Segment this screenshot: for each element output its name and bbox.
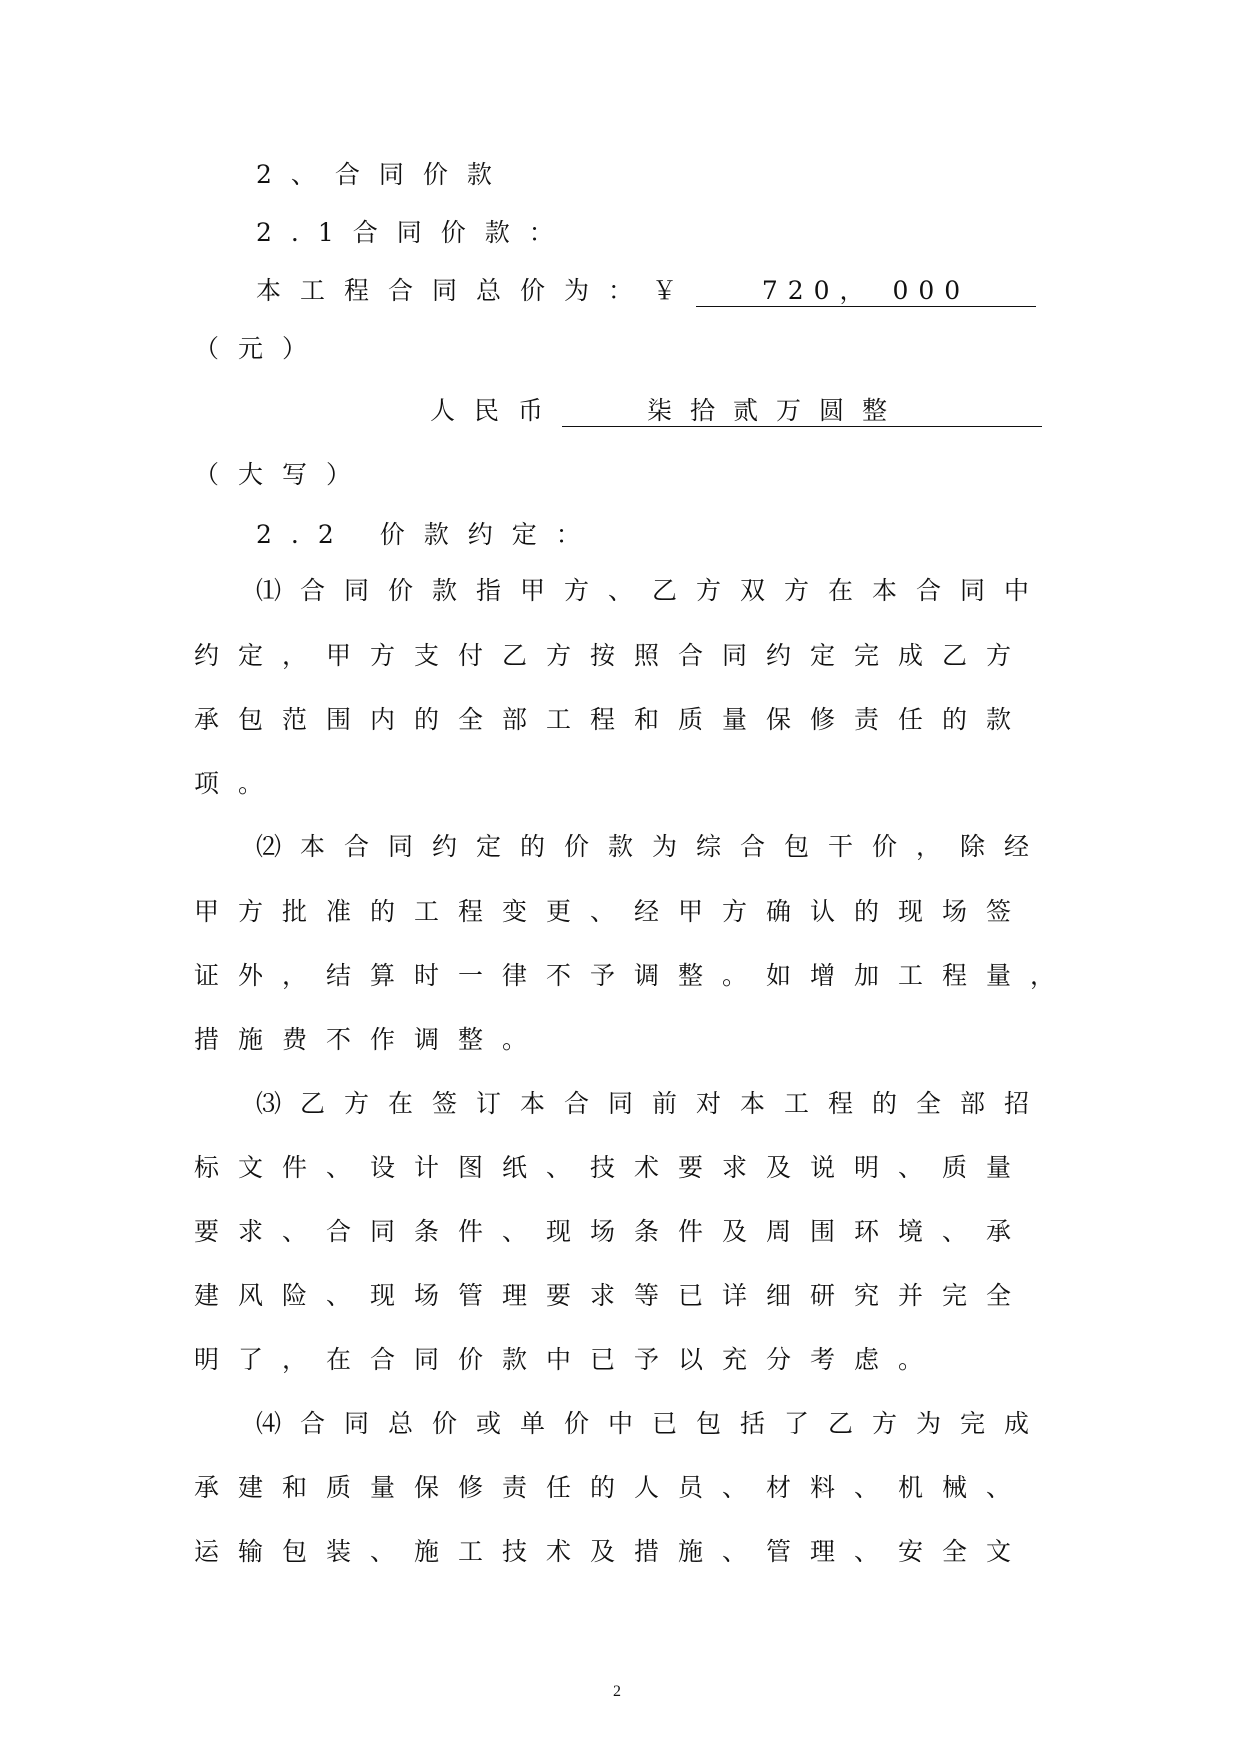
paragraph-line: 甲方批准的工程变更、经甲方确认的现场签 (194, 897, 1031, 926)
section-heading: 2、合同价款 (256, 160, 511, 189)
paragraph-line: ⑷合同总价或单价中已包括了乙方为完成 (256, 1409, 1049, 1438)
paragraph-line: 约定，甲方支付乙方按照合同约定完成乙方 (194, 641, 1031, 670)
paragraph-line: 项。 (194, 769, 283, 798)
paragraph-line: 标文件、设计图纸、技术要求及说明、质量 (194, 1153, 1031, 1182)
rmb-amount: 柒拾贰万圆整 (647, 396, 906, 425)
paragraph-line: 要求、合同条件、现场条件及周围环境、承 (194, 1217, 1031, 1246)
rmb-label: 人民币 (430, 396, 563, 425)
total-price-line (256, 276, 1036, 307)
total-price-unit: （元） (194, 334, 327, 363)
paragraph-line: 建风险、现场管理要求等已详细研究并完全 (194, 1281, 1031, 1310)
paragraph-line: 措施费不作调整。 (194, 1025, 547, 1054)
paragraph-line: 证外，结算时一律不予调整。如增加工程量， (194, 961, 1075, 990)
paragraph-line: ⑴合同价款指甲方、乙方双方在本合同中 (256, 576, 1049, 605)
paragraph-line: 承包范围内的全部工程和质量保修责任的款 (194, 705, 1031, 734)
paragraph-line: 承建和质量保修责任的人员、材料、机械、 (194, 1473, 1031, 1502)
paragraph-line: 明了，在合同价款中已予以充分考虑。 (194, 1345, 943, 1374)
total-price-label: 本工程合同总价为：￥ (256, 276, 697, 305)
paragraph-line: 运输包装、施工技术及措施、管理、安全文 (194, 1537, 1031, 1566)
rmb-amount-field (562, 396, 1042, 427)
subsection-2-1-title: 2.1合同价款： (256, 218, 573, 247)
rmb-line (430, 396, 1042, 427)
total-price-amount: 720， 000 (696, 276, 1036, 307)
paragraph-line: ⑵本合同约定的价款为综合包干价，除经 (256, 832, 1049, 861)
page-number: 2 (613, 1683, 621, 1700)
subsection-2-2-title: 2.2 价款约定： (256, 520, 600, 549)
rmb-unit: （大写） (194, 460, 371, 489)
paragraph-line: ⑶乙方在签订本合同前对本工程的全部招 (256, 1089, 1049, 1118)
